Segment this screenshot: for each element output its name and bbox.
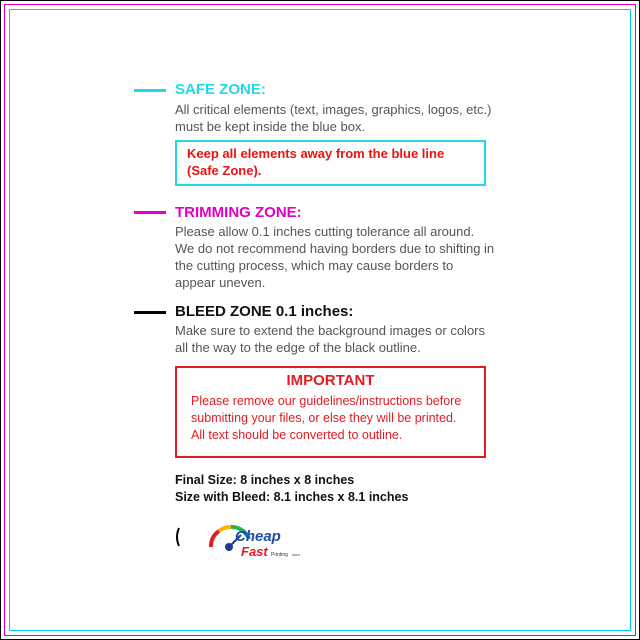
trimming-zone-legend-dash [134,211,166,214]
safe-sample-line-2: (Safe Zone). [187,163,262,178]
safe-sample-line-1: Keep all elements away from the blue line [187,146,445,161]
safe-zone-description [175,101,491,135]
logo-word-cheap: Cheap [235,528,281,545]
bleed-line-2: all the way to the edge of the black outline. [175,340,421,355]
bleed-zone-description [175,322,485,356]
important-line-2: submitting your files, or else they will be printed. [191,411,457,425]
bracket-mark-icon [174,527,180,547]
important-line-3: All text should be converted to outline. [191,428,403,442]
trimming-line-2: We do not recommend having borders due to shifting in [175,241,495,256]
safe-zone-line-1: All critical elements (text, images, graphics, logos, etc.) [175,102,492,117]
safe-zone-heading: SAFE ZONE: [175,81,266,98]
size-with-bleed: Size with Bleed: 8.1 inches x 8.1 inches [175,490,409,504]
trimming-line-3: the cutting process, which may cause borders to [175,258,454,273]
important-title: IMPORTANT [286,372,375,389]
logo-word-fast: Fast [241,544,268,559]
safe-zone-sample-box [175,140,486,186]
trimming-zone-description [175,223,494,291]
final-size: Final Size: 8 inches x 8 inches [175,473,355,487]
trimming-zone-heading: TRIMMING ZONE: [175,204,302,221]
important-notice-box [175,366,486,458]
speedometer-logo-icon [205,517,315,563]
trim-outline [4,4,636,636]
bleed-zone-legend-dash [134,311,166,314]
logo-suffix: .com [291,552,300,557]
important-line-1: Please remove our guidelines/instructions before [191,394,462,408]
safe-zone-line-2: must be kept inside the blue box. [175,119,366,134]
safe-zone-legend-dash [134,89,166,92]
logo-word-printing: Printing [271,552,288,558]
bleed-zone-heading: BLEED ZONE 0.1 inches: [175,303,354,320]
trimming-line-4: appear uneven. [175,275,266,290]
trimming-line-1: Please allow 0.1 inches cutting tolerance all around. [175,224,475,239]
bleed-line-1: Make sure to extend the background images or colors [175,323,486,338]
